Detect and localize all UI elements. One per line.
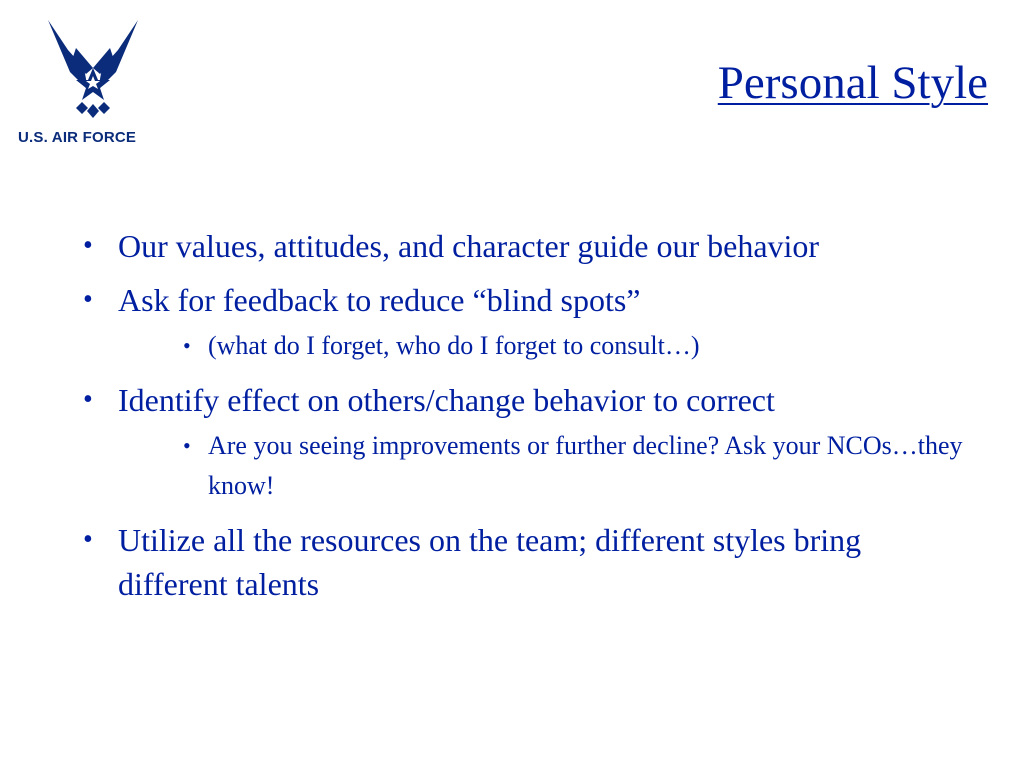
logo-text: U.S. AIR FORCE [18, 129, 137, 146]
bullet-text: Our values, attitudes, and character guide our behavior [118, 228, 820, 264]
bullet-list [78, 224, 978, 616]
bullet-item [78, 278, 978, 322]
sub-bullet-item [78, 326, 978, 366]
bullet-text: Identify effect on others/change behavior to correct [118, 382, 775, 418]
sub-bullet-dot-icon: • [183, 333, 191, 358]
sub-bullet-text: (what do I forget, who do I forget to consult…) [208, 331, 700, 360]
sub-bullet-item [78, 426, 978, 506]
bullet-dot-icon: • [83, 230, 93, 261]
bullet-text: Ask for feedback to reduce “blind spots” [118, 282, 641, 318]
sub-bullet-text: Are you seeing improvements or further decline? Ask your NCOs…they know! [208, 431, 963, 500]
bullet-dot-icon: • [83, 284, 93, 315]
bullet-dot-icon: • [83, 384, 93, 415]
air-force-wings-icon [38, 10, 148, 125]
slide-title: Personal Style [717, 57, 988, 109]
bullet-item [78, 224, 978, 268]
bullet-item [78, 378, 978, 422]
bullet-text: Utilize all the resources on the team; different styles bring different talents [118, 522, 862, 602]
bullet-dot-icon: • [83, 524, 93, 555]
bullet-item [78, 518, 978, 606]
sub-bullet-dot-icon: • [183, 433, 191, 458]
air-force-logo [8, 10, 178, 150]
